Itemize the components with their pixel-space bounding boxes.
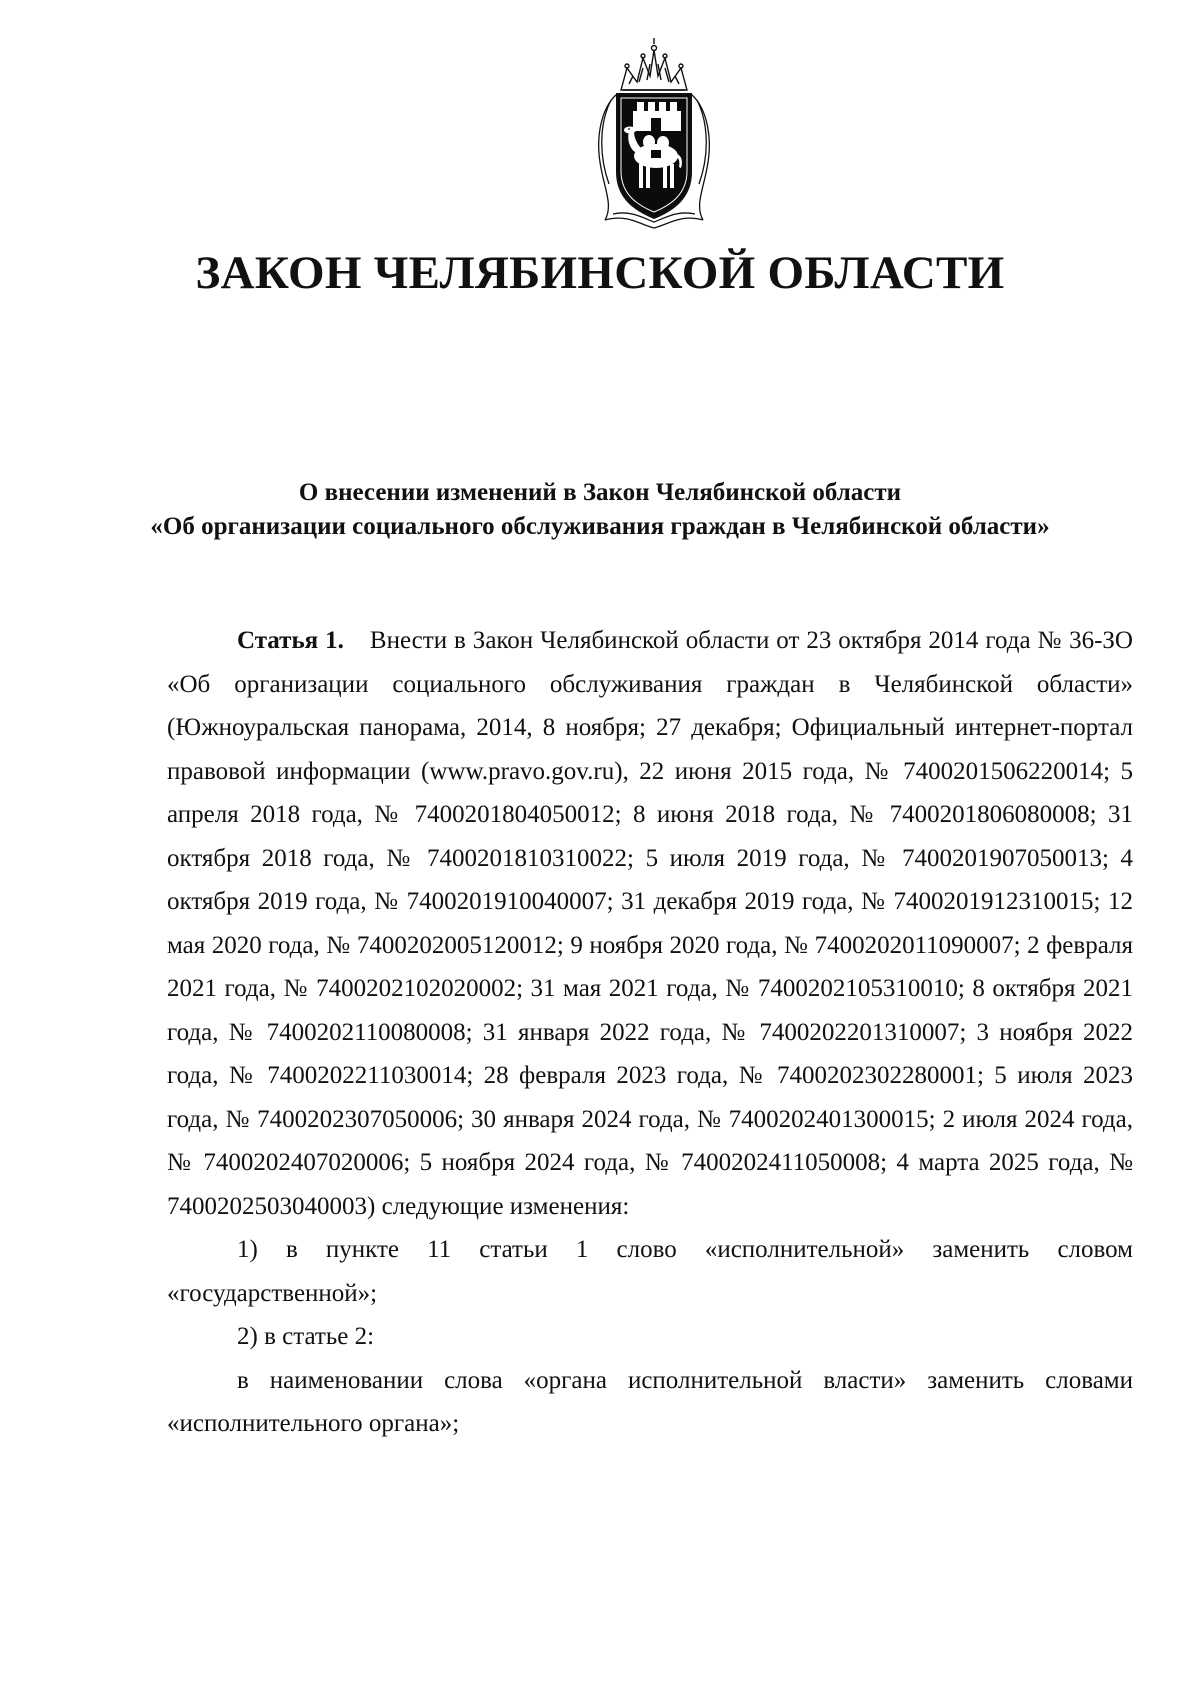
amendment-item-2: 2) в статье 2: <box>237 1323 375 1350</box>
amendment-item-1: 1) в пункте 11 статьи 1 слово «исполнительной» заменить словом «государственной»; <box>167 1236 1133 1307</box>
article-1-paragraph <box>167 619 1133 1228</box>
law-title: ЗАКОН ЧЕЛЯБИНСКОЙ ОБЛАСТИ <box>195 247 1005 299</box>
law-subject-line-2: «Об организации социального обслуживания граждан в Челябинской области» <box>150 513 1050 540</box>
article-1-text: Внести в Закон Челябинской области от 23 октября 2014 года № 36-ЗО «Об организации социального обслуживания граждан в Челябинской области» (Южноуральская панорама, 2014, 8 ноября; 27 декабря; Официальный интернет-портал правовой информации (www.pravo.gov.ru), 22 июня 2015 года, № 7400201506220014; 5 апреля 2018 года, № 7400201804050012; 8 июня 2018 года, № 7400201806080008; 31 октября 2018 года, № 7400201810310022; 5 июля 2019 года, № 7400201907050013; 4 октября 2019 года, № 7400201910040007; 31 декабря 2019 года, № 7400201912310015; 12 мая 2020 года, № 7400202005120012; 9 ноября 2020 года, № 7400202011090007; 2 февраля 2021 года, № 7400202102020002; 31 мая 2021 года, № 7400202105310010; 8 октября 2021 года, № 7400202110080008; 31 января 2022 года, № 7400202201310007; 3 ноября 2022 года, № 7400202211030014; 28 февраля 2023 года, № 7400202302280001; 5 июля 2023 года, № 7400202307050006; 30 января 2024 года, № 7400202401300015; 2 июля 2024 года, № 7400202407020006; 5 ноября 2024 года, № 7400202411050008; 4 марта 2025 года, № 7400202503040003) следующие изменения: <box>167 627 1133 1220</box>
article-1-label: Статья 1. <box>237 627 344 654</box>
law-subject <box>80 476 1120 544</box>
amendment-item-2-subparagraph: в наименовании слова «органа исполнительной власти» заменить словами «исполнительного органа»; <box>167 1366 1133 1437</box>
law-subject-line-1: О внесении изменений в Закон Челябинской области <box>298 479 902 506</box>
law-body <box>167 619 1133 1446</box>
chelyabinsk-coat-of-arms-icon <box>587 38 721 234</box>
